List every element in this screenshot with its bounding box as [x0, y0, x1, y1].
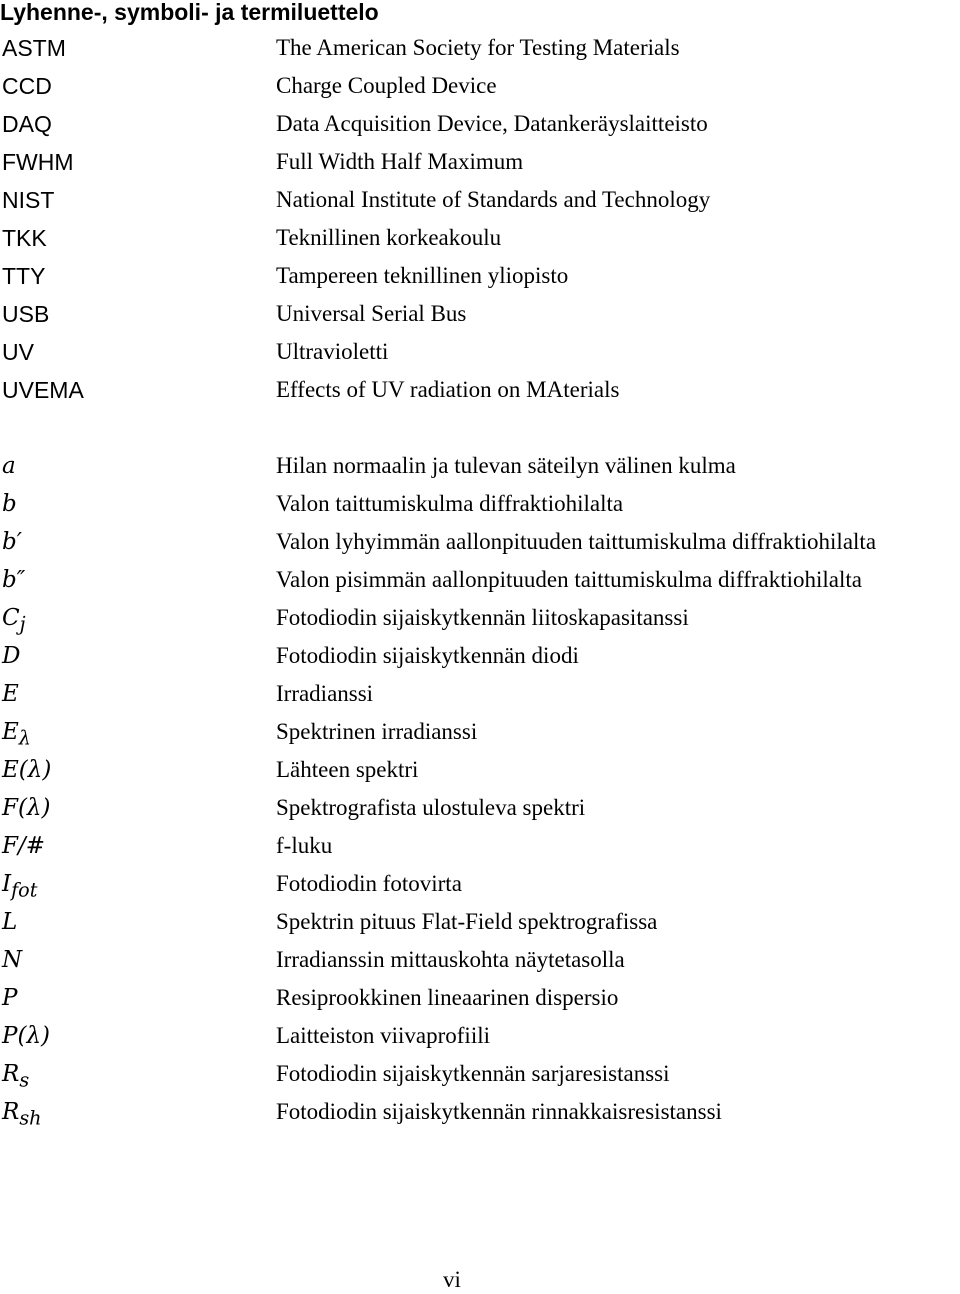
- description: Irradianssin mittauskohta näytetasolla: [276, 947, 625, 972]
- term: b′: [2, 529, 22, 555]
- symbol-row: [0, 1055, 960, 1093]
- description: Valon taittumiskulma diffraktiohilalta: [276, 491, 624, 516]
- description: Universal Serial Bus: [276, 301, 467, 326]
- abbreviation-row: [0, 219, 960, 257]
- description: Data Acquisition Device, Datankeräyslaitteisto: [276, 111, 708, 136]
- term: CCD: [2, 73, 52, 99]
- term: b″: [2, 567, 26, 593]
- term-subscript: λ: [18, 726, 31, 750]
- term-subscript: sh: [19, 1106, 42, 1130]
- symbol-row: [0, 979, 960, 1017]
- abbreviation-list: [0, 29, 960, 409]
- symbol-row: [0, 523, 960, 561]
- description: Irradianssi: [276, 681, 374, 706]
- term: N: [2, 947, 23, 973]
- description: Charge Coupled Device: [276, 73, 497, 98]
- term: FWHM: [2, 149, 74, 175]
- term: a: [2, 453, 16, 479]
- symbol-row: [0, 827, 960, 865]
- term: P(λ): [2, 1023, 50, 1049]
- symbol-row: [0, 903, 960, 941]
- symbol-list: [0, 447, 960, 1131]
- page-title: Lyhenne-, symboli- ja termiluettelo: [0, 0, 379, 25]
- abbreviation-row: [0, 105, 960, 143]
- term: NIST: [2, 187, 55, 213]
- description: Spektrin pituus Flat-Field spektrografissa: [276, 909, 658, 934]
- description: Lähteen spektri: [276, 757, 419, 782]
- term: ASTM: [2, 35, 66, 61]
- description: Fotodiodin sijaiskytkennän liitoskapasitanssi: [276, 605, 689, 630]
- term: USB: [2, 301, 50, 327]
- term: UV: [2, 339, 34, 365]
- symbol-row: [0, 675, 960, 713]
- term: b: [2, 491, 17, 517]
- description: Fotodiodin sijaiskytkennän sarjaresistanssi: [276, 1061, 670, 1086]
- description: Fotodiodin sijaiskytkennän rinnakkaisresistanssi: [276, 1099, 722, 1124]
- description: Ultravioletti: [276, 339, 389, 364]
- term: D: [2, 643, 21, 669]
- description: Effects of UV radiation on MAterials: [276, 377, 620, 402]
- description: Resiprookkinen lineaarinen dispersio: [276, 985, 619, 1010]
- description: Fotodiodin fotovirta: [276, 871, 462, 896]
- symbol-row: [0, 485, 960, 523]
- symbol-row: [0, 713, 960, 751]
- abbreviation-row: [0, 295, 960, 333]
- symbol-row: [0, 789, 960, 827]
- abbreviation-row: [0, 257, 960, 295]
- term: $R_{sh}$: [2, 1099, 42, 1130]
- description: Tampereen teknillinen yliopisto: [276, 263, 569, 288]
- description: Full Width Half Maximum: [276, 149, 524, 174]
- symbol-row: [0, 637, 960, 675]
- symbol-row: [0, 1093, 960, 1131]
- term: $R_s$: [2, 1061, 30, 1092]
- abbreviation-row: [0, 143, 960, 181]
- description: Valon lyhyimmän aallonpituuden taittumiskulma diffraktiohilalta: [276, 529, 877, 554]
- description: The American Society for Testing Materials: [276, 35, 680, 60]
- term: E(λ): [2, 757, 52, 783]
- symbol-row: [0, 865, 960, 903]
- term: P: [2, 985, 18, 1011]
- term-subscript: j: [19, 612, 26, 636]
- description: Spektrinen irradianssi: [276, 719, 478, 744]
- symbol-row: [0, 1017, 960, 1055]
- term: F(λ): [2, 795, 51, 821]
- description: Fotodiodin sijaiskytkennän diodi: [276, 643, 579, 668]
- abbreviation-row: [0, 29, 960, 67]
- symbol-row: [0, 941, 960, 979]
- term: TKK: [2, 225, 47, 251]
- symbol-row: [0, 561, 960, 599]
- abbreviation-row: [0, 181, 960, 219]
- description: Valon pisimmän aallonpituuden taittumiskulma diffraktiohilalta: [276, 567, 862, 592]
- description: National Institute of Standards and Technology: [276, 187, 711, 212]
- term: $E_\lambda$: [2, 719, 31, 750]
- symbol-row: [0, 751, 960, 789]
- term: L: [2, 909, 18, 935]
- term: F/#: [2, 833, 45, 859]
- description: Teknillinen korkeakoulu: [276, 225, 502, 250]
- term: DAQ: [2, 111, 52, 137]
- description: Hilan normaalin ja tulevan säteilyn välinen kulma: [276, 453, 736, 478]
- abbreviation-row: [0, 371, 960, 409]
- page-number: vi: [443, 1267, 461, 1292]
- term-subscript: s: [19, 1068, 30, 1092]
- term: UVEMA: [2, 377, 84, 403]
- symbol-row: [0, 599, 960, 637]
- term: TTY: [2, 263, 46, 289]
- description: Spektrografista ulostuleva spektri: [276, 795, 586, 820]
- term-subscript: fot: [11, 878, 38, 902]
- term: E: [2, 681, 19, 707]
- description: f-luku: [276, 833, 333, 858]
- abbreviation-row: [0, 333, 960, 371]
- term: $C_j$: [2, 605, 26, 636]
- symbol-row: [0, 447, 960, 485]
- term: $I_{fot}$: [2, 871, 38, 902]
- abbreviation-row: [0, 67, 960, 105]
- description: Laitteiston viivaprofiili: [276, 1023, 490, 1048]
